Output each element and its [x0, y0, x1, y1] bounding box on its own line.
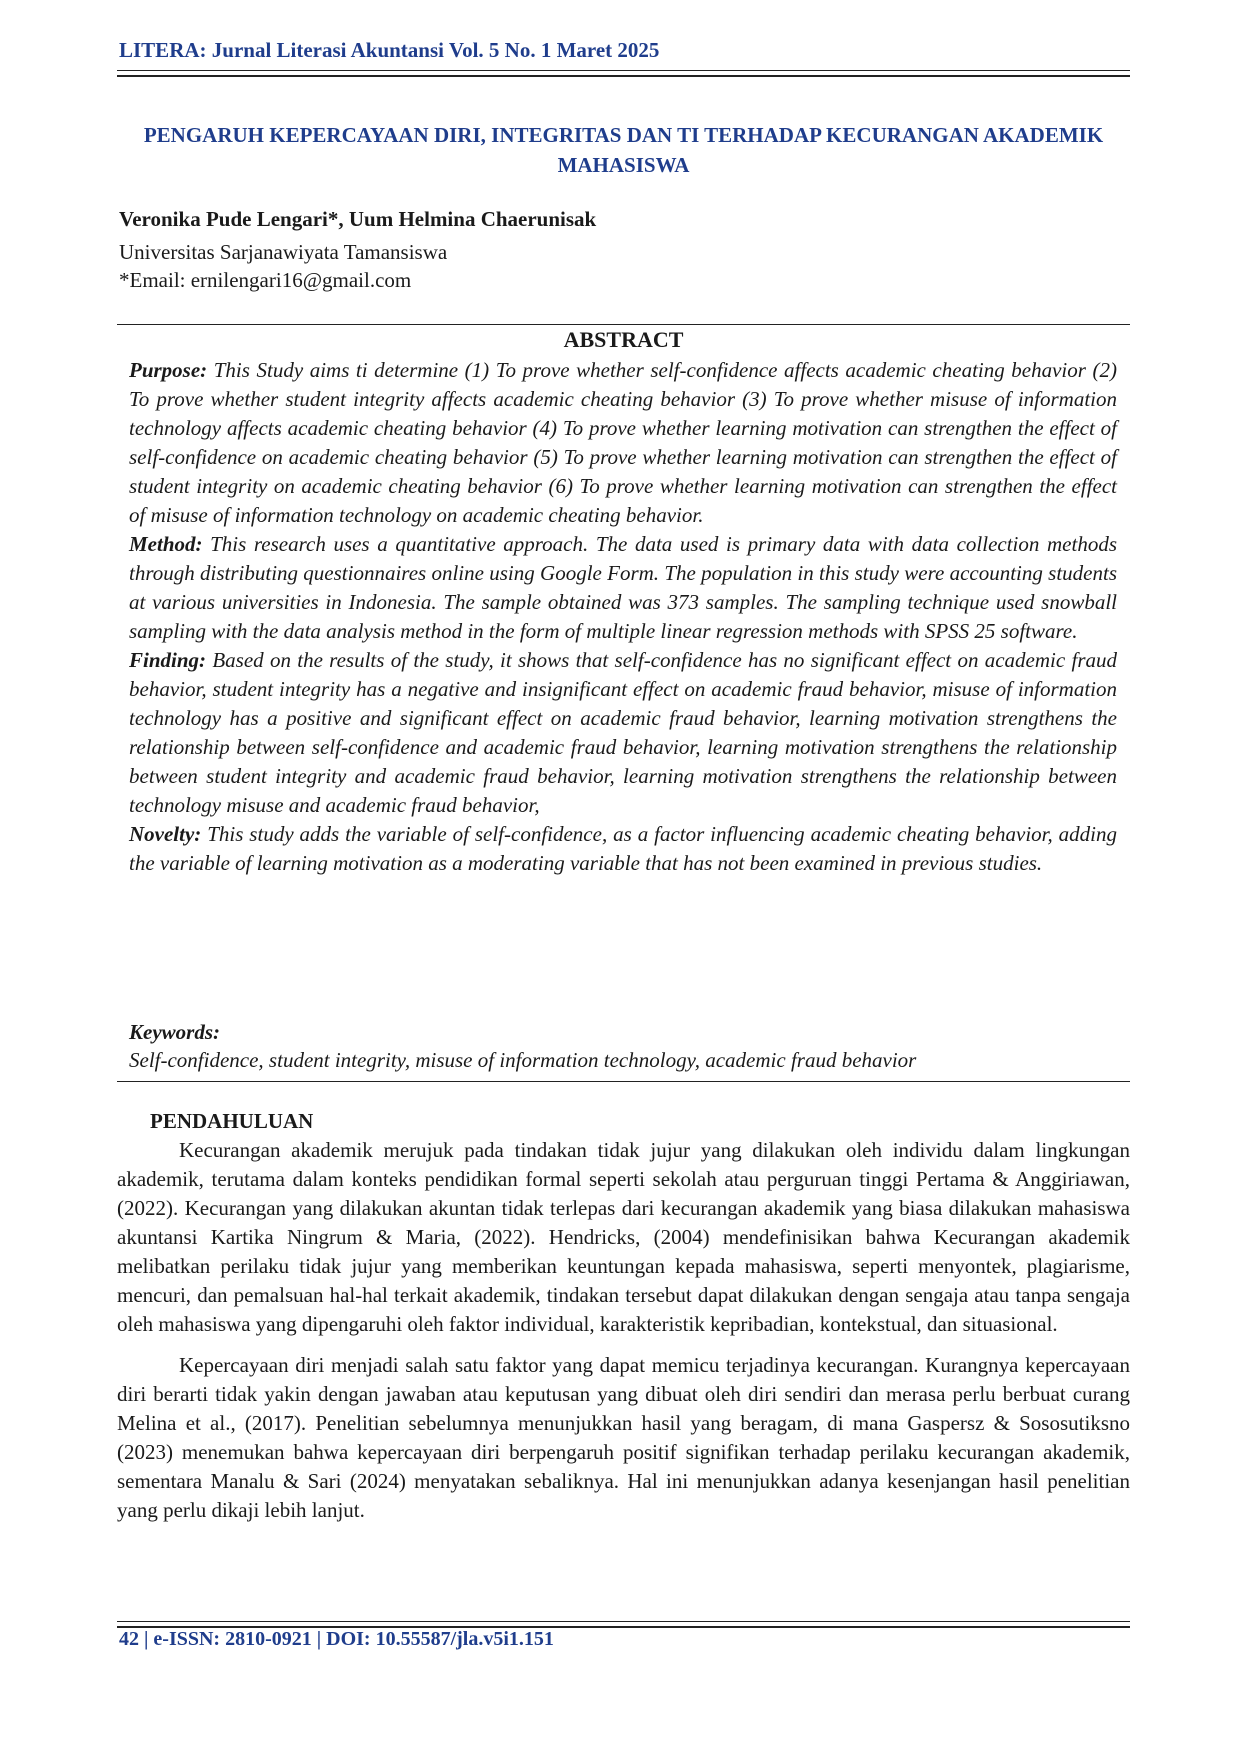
abstract-bottom-rule [117, 1081, 1130, 1082]
intro-paragraph-1: Kecurangan akademik merujuk pada tindakan tidak jujur yang dilakukan oleh individu dalam lingkungan akademik, terutama dalam konteks pendidikan formal seperti sekolah atau perguruan tinggi Pertama & Anggiriawan, (2022). Kecurangan yang dilakukan akuntan tidak terlepas dari kecurangan akademik yang biasa dilakukan mahasiswa akuntansi Kartika Ningrum & Maria, (2022). Hendricks, (2004) mendefinisikan bahwa Kecurangan akademik melibatkan perilaku tidak jujur yang memberikan keuntungan kepada mahasiswa, seperti menyontek, plagiarisme, mencuri, dan pemalsuan hal-hal terkait akademik, tindakan tersebut dapat dilakukan dengan sengaja atau tanpa sengaja oleh mahasiswa yang dipengaruhi oleh faktor individual, karakteristik kepribadian, kontekstual, dan situasional. [117, 1138, 1130, 1336]
keywords-text: Self-confidence, student integrity, misuse of information technology, academic fraud behavior [129, 1048, 917, 1072]
authors: Veronika Pude Lengari*, Uum Helmina Chaerunisak [119, 207, 597, 231]
purpose-text: This Study aims ti determine (1) To prove whether self-confidence affects academic cheating behavior (2) To prove whether student integrity affects academic cheating behavior (3) To prove whether misuse of information technology affects academic cheating behavior (4) To prove whether learning motivation can strengthen the effect of self-confidence on academic cheating behavior (5) To prove whether learning motivation can strengthen the effect of student integrity on academic cheating behavior (6) To prove whether learning motivation can strengthen the effect of misuse of information technology on academic cheating behavior. [129, 358, 1117, 527]
novelty-label: Novelty: [129, 822, 202, 846]
novelty-text: This study adds the variable of self-confidence, as a factor influencing academic cheating behavior, adding the variable of learning motivation as a moderating variable that has not been examined in previous studies. [129, 822, 1117, 875]
abstract-body [129, 356, 1117, 878]
footer-rule [117, 1621, 1130, 1628]
method-text: This research uses a quantitative approach. The data used is primary data with data collection methods through distributing questionnaires online using Google Form. The population in this study were accounting students at various universities in Indonesia. The sample obtained was 373 samples. The sampling technique used snowball sampling with the data analysis method in the form of multiple linear regression methods with SPSS 25 software. [129, 532, 1117, 643]
intro-body [117, 1136, 1130, 1537]
intro-paragraph-2: Kepercayaan diri menjadi salah satu faktor yang dapat memicu terjadinya kecurangan. Kurangnya kepercayaan diri berarti tidak yakin dengan jawaban atau keputusan yang dibuat oleh diri sendiri dan merasa perlu berbuat curang Melina et al., (2017). Penelitian sebelumnya menunjukkan hasil yang beragam, di mana Gaspersz & Sososutiksno (2023) menemukan bahwa kepercayaan diri berpengaruh positif signifikan terhadap perilaku kecurangan akademik, sementara Manalu & Sari (2024) menyatakan sebaliknya. Hal ini menunjukkan adanya kesenjangan hasil penelitian yang perlu dikaji lebih lanjut. [117, 1353, 1130, 1522]
affiliation: Universitas Sarjanawiyata Tamansiswa [119, 240, 448, 264]
paper-title: PENGARUH KEPERCAYAAN DIRI, INTEGRITAS DAN TI TERHADAP KECURANGAN AKADEMIK MAHASISWA [143, 123, 1104, 177]
finding-text: Based on the results of the study, it shows that self-confidence has no significant effect on academic fraud behavior, student integrity has a negative and insignificant effect on academic fraud behavior, misuse of information technology has a positive and significant effect on academic fraud behavior, learning motivation strengthens the relationship between self-confidence and academic fraud behavior, learning motivation strengthens the relationship between student integrity and academic fraud behavior, learning motivation strengthens the relationship between technology misuse and academic fraud behavior, [129, 648, 1117, 817]
footer-doi: 42 | e-ISSN: 2810-0921 | DOI: 10.55587/jla.v5i1.151 [119, 1628, 554, 1650]
author-email: *Email: ernilengari16@gmail.com [119, 268, 412, 292]
abstract-top-rule [117, 324, 1130, 325]
abstract-purpose [129, 356, 1117, 530]
abstract-method [129, 530, 1117, 646]
section-heading-pendahuluan: PENDAHULUAN [150, 1109, 314, 1133]
method-label: Method: [129, 532, 203, 556]
header-rule [117, 70, 1130, 77]
abstract-novelty [129, 820, 1117, 878]
purpose-label: Purpose: [129, 358, 208, 382]
finding-label: Finding: [129, 648, 207, 672]
abstract-heading: ABSTRACT [563, 327, 684, 352]
abstract-finding [129, 646, 1117, 820]
journal-header: LITERA: Jurnal Literasi Akuntansi Vol. 5 No. 1 Maret 2025 [119, 38, 660, 62]
keywords-label: Keywords: [129, 1020, 220, 1044]
